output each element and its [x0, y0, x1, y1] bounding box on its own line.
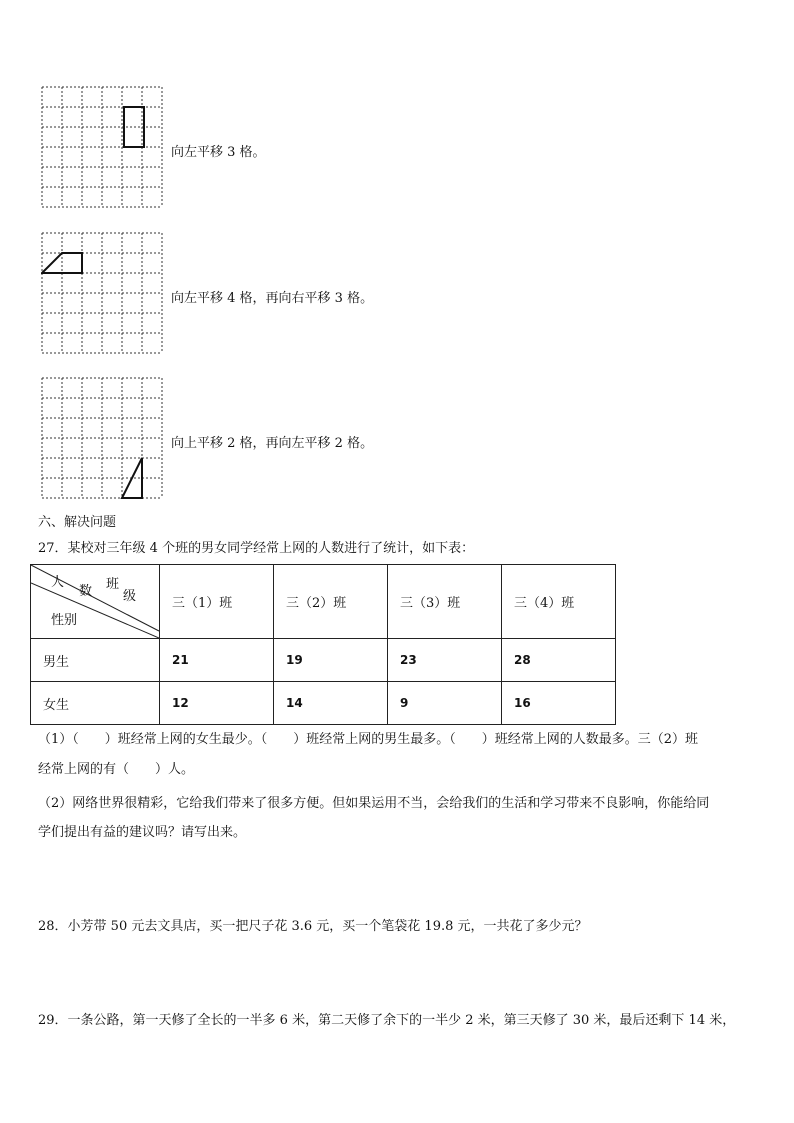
- table-cell: 14: [274, 682, 388, 725]
- table-cell: 16: [502, 682, 616, 725]
- grid-caption-2: 向左平移 4 格，再向右平移 3 格。: [171, 291, 374, 306]
- table-corner-cell: [31, 565, 160, 639]
- grid-figure-3: [41, 377, 165, 501]
- question-27-part1-line2: 经常上网的有（ ）人。: [38, 762, 195, 777]
- question-28-text: 28．小芳带 50 元去文具店，买一把尺子花 3.6 元，买一个笔袋花 19.8 元，一共花了多少元？: [38, 919, 588, 934]
- table-cell: 9: [388, 682, 502, 725]
- dotted-grid-trapezoid: [41, 232, 165, 356]
- statistics-table: [30, 564, 616, 725]
- column-header: 三（1）班: [160, 565, 274, 639]
- corner-label-ban: 班: [106, 577, 120, 592]
- question-27-part2-line1: （2）网络世界很精彩，它给我们带来了很多方便。但如果运用不当，会给我们的生活和学习带来不良影响，你能给同: [38, 796, 710, 811]
- table-row-girls: [31, 682, 616, 725]
- section-title: 六、解决问题: [38, 515, 117, 530]
- corner-label-xingbie: 性别: [51, 613, 78, 628]
- column-header: 三（3）班: [388, 565, 502, 639]
- table-cell: 21: [160, 639, 274, 682]
- column-header: 三（4）班: [502, 565, 616, 639]
- grid-caption-3: 向上平移 2 格，再向左平移 2 格。: [171, 436, 374, 451]
- row-label: 男生: [31, 639, 160, 682]
- table-row-boys: [31, 639, 616, 682]
- corner-label-ji: 级: [123, 589, 137, 604]
- grid-figure-2: [41, 232, 165, 356]
- row-label: 女生: [31, 682, 160, 725]
- corner-label-shu: 数: [79, 584, 93, 599]
- question-29-text: 29．一条公路，第一天修了全长的一半多 6 米，第二天修了余下的一半少 2 米，第三天修了 30 米，最后还剩下 14 米，: [38, 1013, 736, 1028]
- question-27-part1-line1: （1）（ ）班经常上网的女生最少。（ ）班经常上网的男生最多。（ ）班经常上网的人数最多。三（2）班: [38, 732, 699, 747]
- table-cell: 28: [502, 639, 616, 682]
- corner-label-ren: 人: [51, 575, 65, 590]
- grid-caption-1: 向左平移 3 格。: [171, 145, 266, 160]
- table-cell: 23: [388, 639, 502, 682]
- dotted-grid-rectangle: [41, 86, 165, 210]
- grid-figure-1: [41, 86, 165, 210]
- table-cell: 12: [160, 682, 274, 725]
- question-27-part2-line2: 学们提出有益的建议吗？请写出来。: [38, 825, 247, 840]
- table-header-row: [31, 565, 616, 639]
- dotted-grid-triangle: [41, 377, 165, 501]
- question-27-text: 27．某校对三年级 4 个班的男女同学经常上网的人数进行了统计，如下表：: [38, 541, 475, 556]
- column-header: 三（2）班: [274, 565, 388, 639]
- table-cell: 19: [274, 639, 388, 682]
